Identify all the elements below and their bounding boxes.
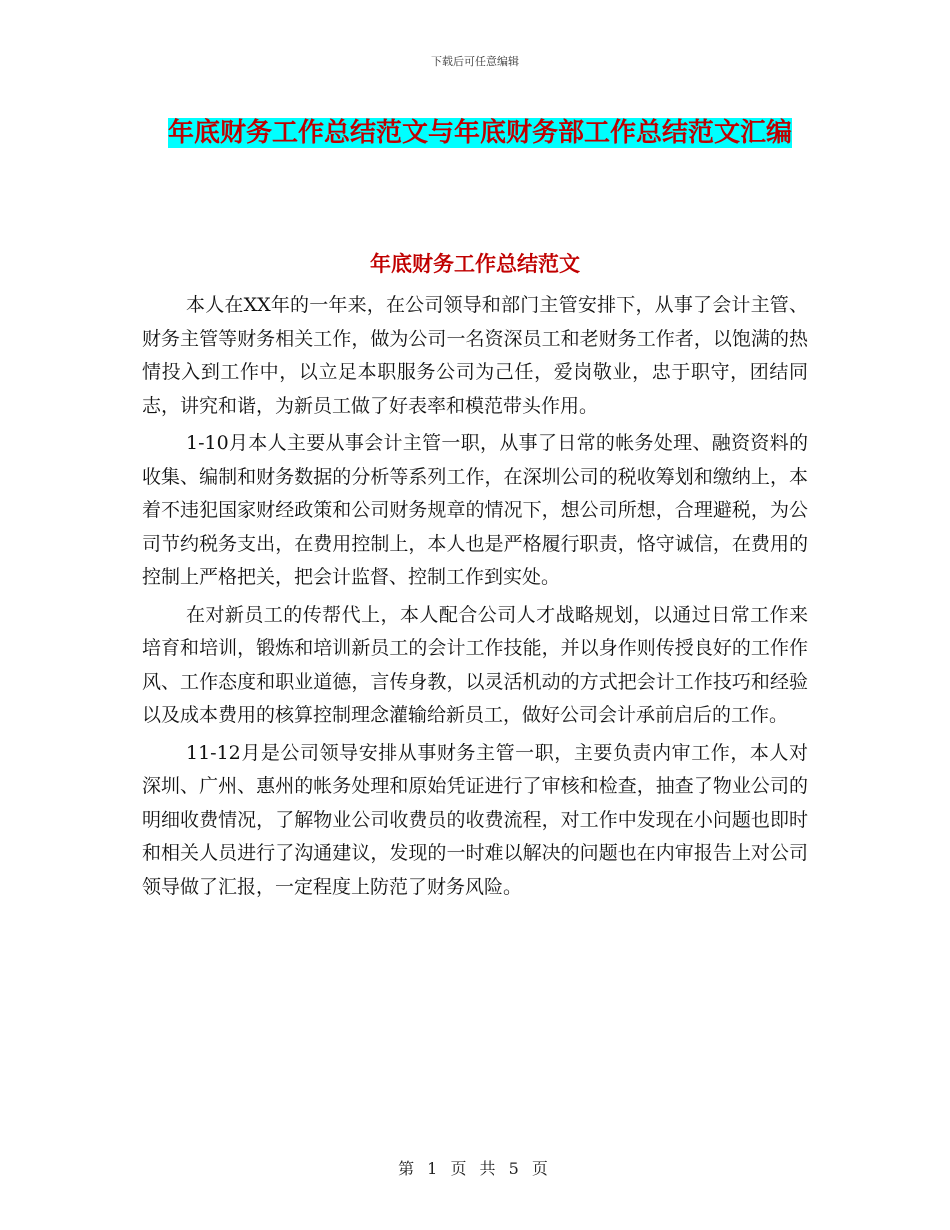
body-paragraph: 11-12月是公司领导安排从事财务主管一职，主要负责内审工作，本人对深圳、广州、惠州的帐务处理和原始凭证进行了审核和检查，抽查了物业公司的明细收费情况，了解物业公司收费员的收费流程，对工作中发现在小问题也即时和相关人员进行了沟通建议，发现的一时难以解决的问题也在内审报告上对公司领导做了汇报，一定程度上防范了财务风险。 [142,741,808,898]
document-title-text: 年底财务工作总结范文与年底财务部工作总结范文汇编 [167,118,792,148]
page-number-footer: 第 1 页 共 5 页 [398,1159,552,1178]
body-paragraph: 1-10月本人主要从事会计主管一职，从事了日常的帐务处理、融资资料的收集、编制和财务数据的分析等系列工作，在深圳公司的税收筹划和缴纳上，本着不违犯国家财经政策和公司财务规章的情况下，想公司所想，合理避税，为公司节约税务支出，在费用控制上，本人也是严格履行职责，恪守诚信，在费用的控制上严格把关，把会计监督、控制工作到实处。 [142,432,808,588]
document-body [142,289,808,908]
section-heading: 年底财务工作总结范文 [370,251,580,276]
page-header-note: 下载后可任意编辑 [431,55,519,68]
document-title [140,108,820,158]
body-paragraph: 在对新员工的传帮代上，本人配合公司人才战略规划，以通过日常工作来培育和培训，锻炼和培训新员工的会计工作技能，并以身作则传授良好的工作作风、工作态度和职业道德，言传身教，以灵活机动的方式把会计工作技巧和经验以及成本费用的核算控制理念灌输给新员工，做好公司会计承前启后的工作。 [142,603,808,726]
body-paragraph: 本人在XX年的一年来，在公司领导和部门主管安排下，从事了会计主管、财务主管等财务相关工作，做为公司一名资深员工和老财务工作者，以饱满的热情投入到工作中，以立足本职服务公司为己任，爱岗敬业，忠于职守，团结同志，讲究和谐，为新员工做了好表率和模范带头作用。 [142,294,808,417]
